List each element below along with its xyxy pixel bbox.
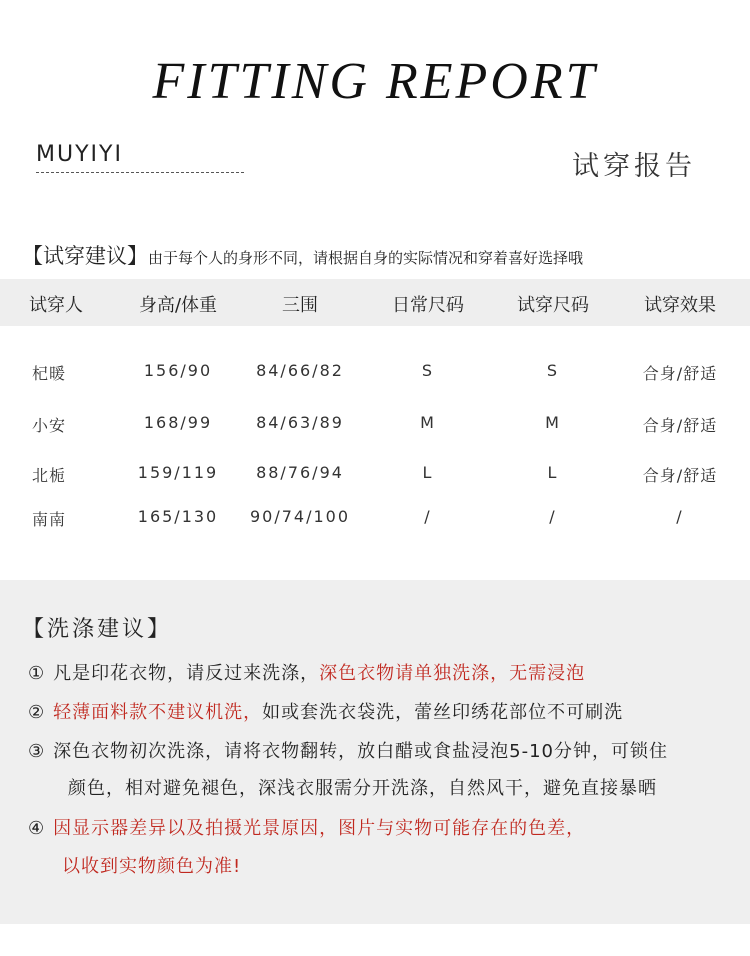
wash-item-number: ③ xyxy=(28,741,46,762)
wash-item-text: 颜色，相对避免褪色，深浅衣服需分开洗涤，自然风干，避免直接暴晒 xyxy=(68,778,657,799)
wash-item-1 xyxy=(28,659,585,685)
header-daily-size: 日常尺码 xyxy=(392,295,464,316)
table-cell-measurements: 84/63/89 xyxy=(256,413,344,432)
table-cell-trial-size: / xyxy=(549,507,557,526)
table-cell-name: 杞暖 xyxy=(32,364,67,383)
wash-item-text: 深色衣物初次洗涤，请将衣物翻转，放白醋或食盐浸泡5-10分钟，可锁住 xyxy=(53,741,668,762)
table-cell-name: 北栀 xyxy=(32,466,67,485)
brand-underline xyxy=(36,172,244,173)
table-cell-daily-size: S xyxy=(421,361,435,380)
wash-item-warning: 轻薄面料款不建议机洗， xyxy=(53,702,263,723)
wash-item-3-continued xyxy=(68,774,657,800)
table-cell-daily-size: M xyxy=(420,413,436,432)
table-cell-trial-size: M xyxy=(545,413,561,432)
table-cell-daily-size: L xyxy=(422,463,434,482)
report-title-cn: 试穿报告 xyxy=(572,151,696,182)
wash-item-4 xyxy=(28,814,585,840)
fitting-suggestion xyxy=(22,240,583,270)
wash-item-warning: 深色衣物请单独洗涤，无需浸泡 xyxy=(319,663,586,684)
suggestion-note: 由于每个人的身形不同，请根据自身的实际情况和穿着喜好选择哦 xyxy=(148,249,584,267)
table-cell-effect: 合身/舒适 xyxy=(642,416,718,435)
header-effect: 试穿效果 xyxy=(644,295,716,316)
table-cell-height-weight: 168/99 xyxy=(143,413,213,432)
header-measurements: 三围 xyxy=(282,295,318,316)
wash-item-number: ④ xyxy=(28,818,46,839)
wash-item-text: 如或套洗衣袋洗，蕾丝印绣花部位不可刷洗 xyxy=(262,702,624,723)
table-cell-height-weight: 156/90 xyxy=(143,361,213,380)
table-cell-measurements: 90/74/100 xyxy=(249,507,351,526)
wash-item-number: ① xyxy=(28,663,46,684)
table-cell-effect: / xyxy=(676,507,684,526)
table-cell-effect: 合身/舒适 xyxy=(642,466,718,485)
table-cell-name: 南南 xyxy=(32,510,67,529)
table-cell-height-weight: 165/130 xyxy=(137,507,219,526)
table-cell-trial-size: S xyxy=(546,361,560,380)
header-height-weight: 身高/体重 xyxy=(138,295,218,316)
header-trial-size: 试穿尺码 xyxy=(517,295,589,316)
wash-item-4-continued xyxy=(62,852,241,878)
table-cell-trial-size: L xyxy=(547,463,559,482)
wash-item-warning: 以收到实物颜色为准! xyxy=(62,856,242,877)
table-cell-measurements: 84/66/82 xyxy=(256,361,344,380)
suggestion-heading: 【试穿建议】 xyxy=(22,244,148,268)
wash-item-text: 凡是印花衣物，请反过来洗涤， xyxy=(53,663,320,684)
table-cell-name: 小安 xyxy=(32,416,67,435)
wash-item-number: ② xyxy=(28,702,46,723)
brand-name: MUYIYI xyxy=(36,142,123,167)
washing-heading: 【洗涤建议】 xyxy=(22,617,173,642)
wash-item-warning: 因显示器差异以及拍摄光景原因，图片与实物可能存在的色差， xyxy=(53,818,586,839)
table-cell-height-weight: 159/119 xyxy=(137,463,219,482)
table-cell-measurements: 88/76/94 xyxy=(256,463,344,482)
page-title: FITTING REPORT xyxy=(152,53,598,110)
table-cell-effect: 合身/舒适 xyxy=(642,364,718,383)
wash-item-3 xyxy=(28,737,668,763)
table-cell-daily-size: / xyxy=(424,507,432,526)
wash-item-2 xyxy=(28,698,623,724)
header-tester: 试穿人 xyxy=(29,295,83,316)
